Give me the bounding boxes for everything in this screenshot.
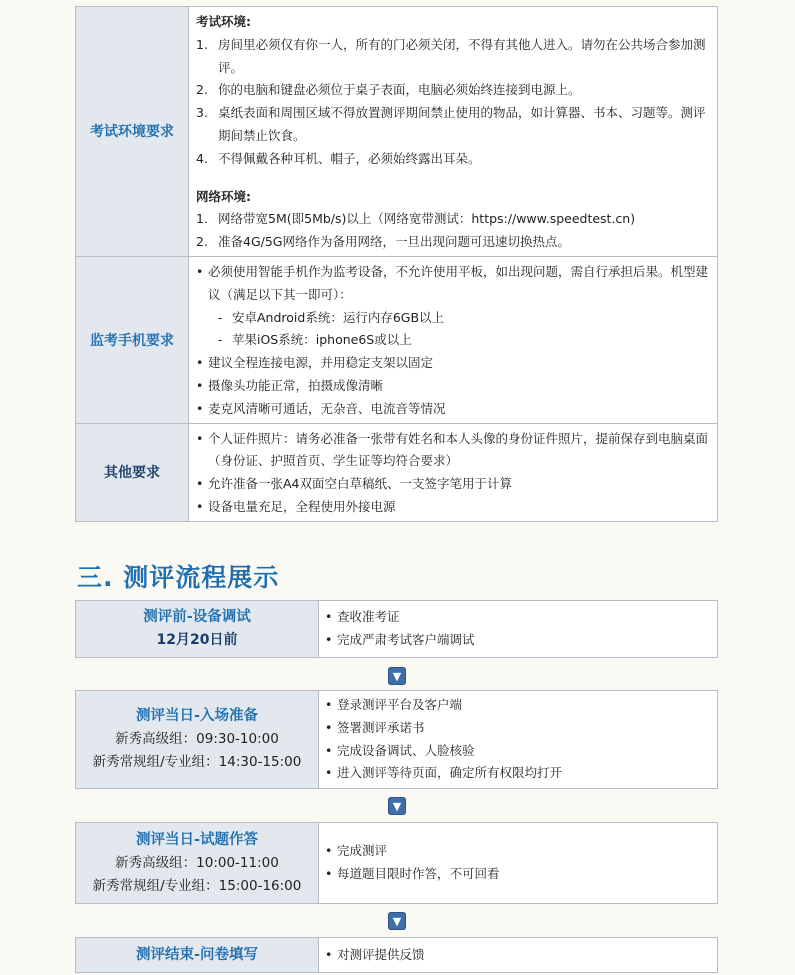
phone-content [189,256,718,423]
list-item: • 登录测评平台及客户端 [325,697,463,713]
requirements-table [75,6,718,522]
list-subitem: - 苹果iOS系统：iphone6S或以上 [218,332,412,348]
step-header [76,938,319,972]
phone-row [76,256,718,423]
step-items [319,938,717,972]
down-arrow-icon: ▼ [388,667,406,685]
phone-label: 监考手机要求 [76,256,189,423]
list-item: • 查收准考证 [325,609,400,625]
list-item: • 对测评提供反馈 [325,946,425,962]
list-item: • 允许准备一张A4双面空白草稿纸、一支签字笔用于计算 [196,476,513,492]
step-date: 12月20日前 [156,632,238,648]
list-item: • 个人证件照片：请务必准备一张带有姓名和本人头像的身份证件照片，提前保存到电脑桌面（身份证、护照首页、学生证等均符合要求） [196,430,709,469]
list-item: 2. 准备4G/5G网络作为备用网络，一旦出现问题可迅速切换热点。 [196,234,570,250]
list-item: • 麦克风清晰可通话，无杂音、电流音等情况 [196,400,446,416]
list-item: 3. 桌纸表面和周围区域不得放置测评期间禁止使用的物品，如计算器、书本、习题等。测评期间禁止饮食。 [196,105,706,143]
list-item: • 摄像头功能正常，拍摄成像清晰 [196,377,384,393]
flow-step-entry-prep [75,690,718,789]
list-item: 1. 网络带宽5M(即5Mb/s)以上（网络宽带测试：https://www.speedtest.cn) [196,211,636,227]
list-item: • 设备电量充足，全程使用外接电源 [196,498,396,514]
list-item: • 签署测评承诺书 [325,719,425,735]
section-title: 三. 测评流程展示 [77,563,280,592]
list-item: 2. 你的电脑和键盘必须位于桌子表面，电脑必须始终连接到电源上。 [196,82,581,98]
step-time: 新秀高级组：09:30-10:00 [115,731,279,747]
step-title: 测评当日-试题作答 [135,831,259,848]
list-item: • 完成测评 [325,843,388,859]
flow-step-device-check [75,600,718,658]
network-env-title: 网络环境: [196,188,251,204]
environment-content [189,7,718,257]
list-item: • 建议全程连接电源，并用稳定支架以固定 [196,355,434,371]
other-content [189,423,718,521]
other-label: 其他要求 [76,423,189,521]
step-title: 测评前-设备调试 [143,609,251,625]
step-items [319,691,717,788]
list-item: 4. 不得佩戴各种耳机、帽子，必须始终露出耳朵。 [196,150,481,166]
step-title: 测评结束-问卷填写 [135,946,259,963]
exam-env-title: 考试环境: [196,14,251,29]
step-header [76,691,319,788]
list-item: 1. 房间里必须仅有你一人，所有的门必须关闭，不得有其他人进入。请勿在公共场合参加测评。 [196,36,706,75]
other-row [76,423,718,521]
list-item: • 完成严肃考试客户端调试 [325,632,475,647]
step-items [319,823,717,903]
list-item: • 每道题目限时作答，不可回看 [325,866,500,881]
environment-label: 考试环境要求 [76,7,189,257]
list-item: • 完成设备调试、人脸核验 [325,742,475,758]
list-item: • 进入测评等待页面，确定所有权限均打开 [325,765,563,781]
step-header [76,823,319,903]
down-arrow-icon: ▼ [388,797,406,815]
step-title: 测评当日-入场准备 [135,708,259,724]
list-subitem: - 安卓Android系统：运行内存6GB以上 [218,309,445,325]
flow-step-survey [75,937,718,973]
list-item: • 必须使用智能手机作为监考设备，不允许使用平板，如出现问题，需自行承担后果。机型建议（满足以下其一即可）： [196,263,709,302]
step-time: 新秀常规组/专业组：14:30-15:00 [92,754,302,770]
step-time: 新秀高级组：10:00-11:00 [115,854,279,871]
step-items [319,601,717,657]
step-time: 新秀常规组/专业组：15:00-16:00 [92,877,302,894]
flow-step-answering [75,822,718,904]
environment-row [76,7,718,257]
down-arrow-icon: ▼ [388,912,406,930]
step-header [76,601,319,657]
